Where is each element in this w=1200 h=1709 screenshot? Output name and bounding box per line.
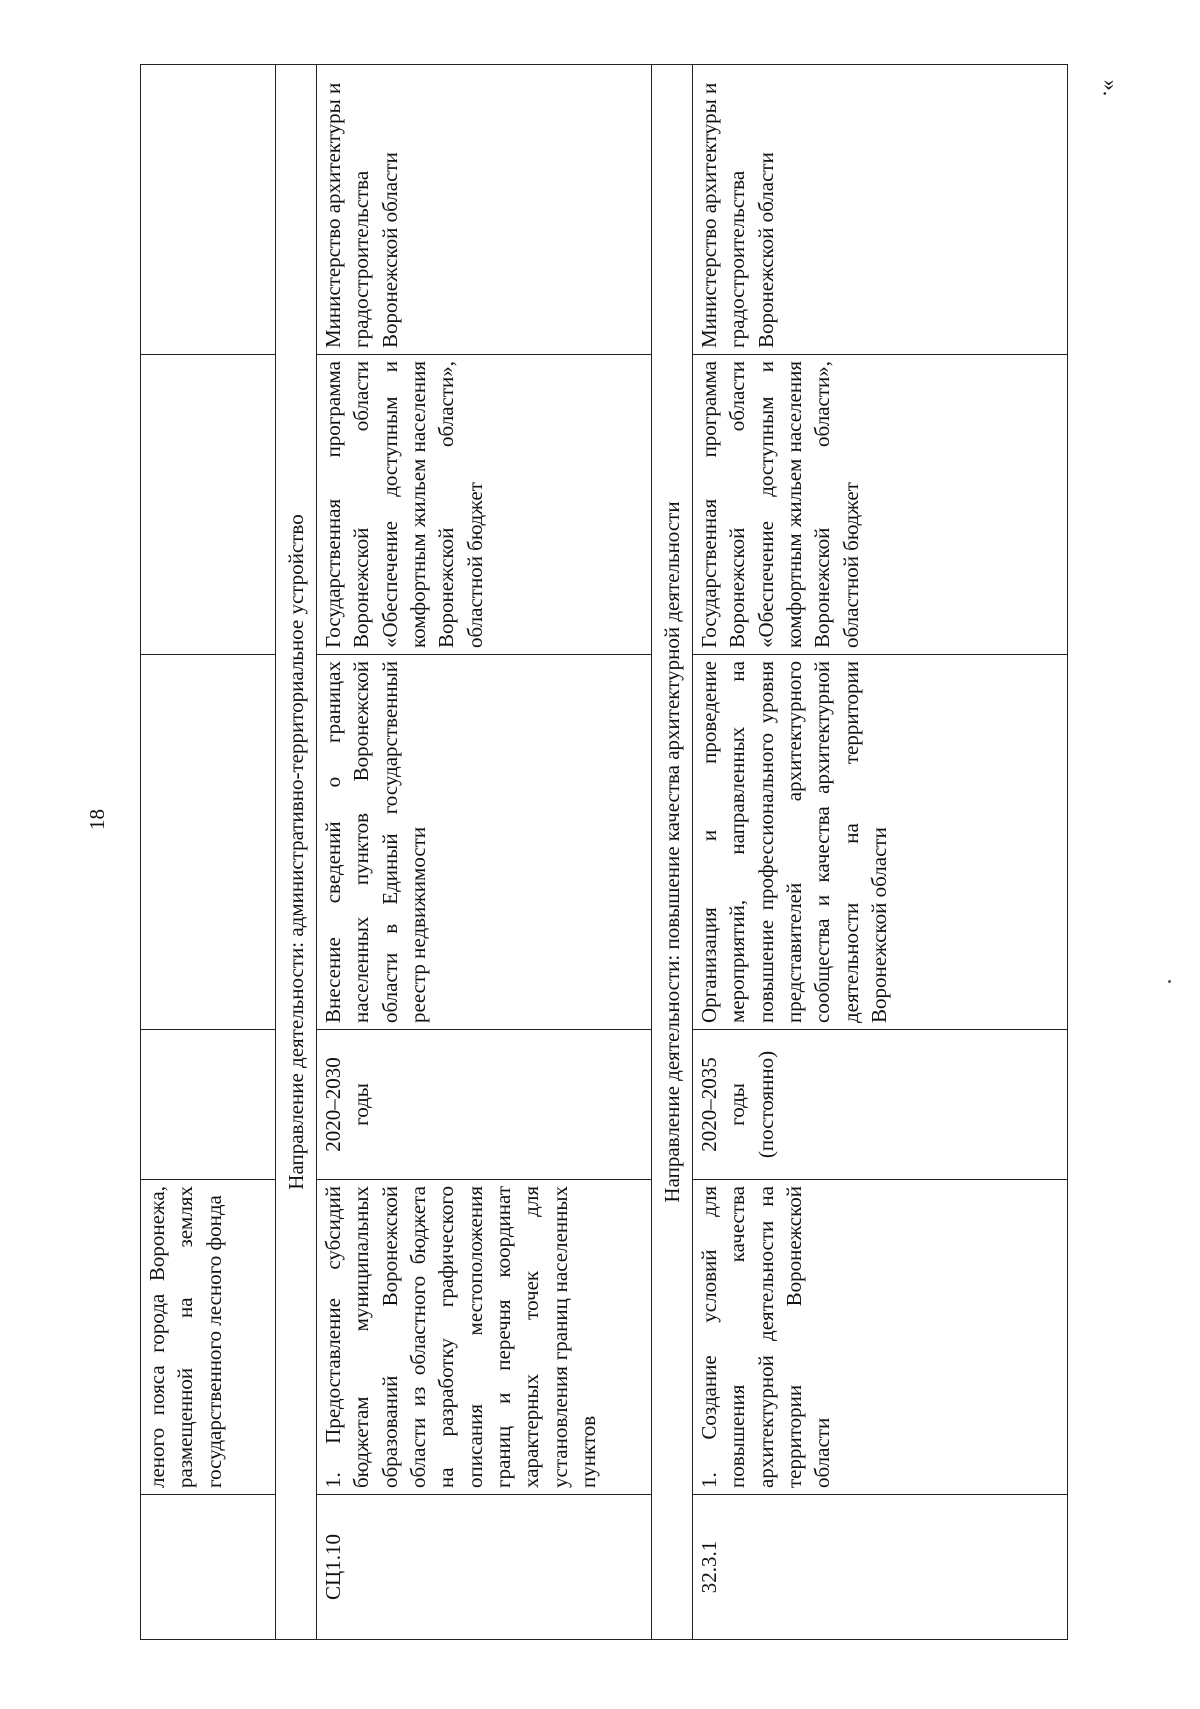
cell-goal: леного пояса города Воронежа, размещенной на землях государственного лесного фонда <box>141 1180 276 1495</box>
cell-measure <box>141 655 276 1030</box>
measures-table <box>140 64 1068 1640</box>
cell-goal: 1. Предоставление субсидий бюджетам муниципальных образований Воронежской области из областного бюджета на разработку графического описания местоположения границ и перечня координат характерных точек для установления границ населенных пунктов <box>317 1180 652 1495</box>
rotated-table-container <box>140 65 1100 1640</box>
scan-speck <box>1168 980 1171 983</box>
table-row <box>693 65 1068 1640</box>
page-number: 18 <box>85 809 109 830</box>
cell-goal: 1. Создание условий для повышения качества архитектурной деятельности на территории Воронежской области <box>693 1180 1068 1495</box>
cell-source: Государственная программа Воронежской области «Обеспечение доступным и комфортным жильем населения Воронежской области», областной бюджет <box>693 355 1068 655</box>
cell-code <box>141 1495 276 1640</box>
table-row <box>317 65 652 1640</box>
cell-measure: Организация и проведение мероприятий, направленных на повышение профессионального уровня представителей архитектурного сообщества и качества архитектурной деятельности на территории Воронежской области <box>693 655 1068 1030</box>
cell-period: 2020–2035 годы (постоянно) <box>693 1030 1068 1180</box>
cell-executor <box>141 65 276 355</box>
cell-executor: Министерство архитектуры и градостроительства Воронежской области <box>693 65 1068 355</box>
section-heading: Направление деятельности: повышение качества архитектурной деятельности <box>652 65 693 1640</box>
cell-period <box>141 1030 276 1180</box>
cell-measure: Внесение сведений о границах населенных пунктов Воронежской области в Единый государственный реестр недвижимости <box>317 655 652 1030</box>
cell-source: Государственная программа Воронежской области «Обеспечение доступным и комфортным жильем населения Воронежской области», областной бюджет <box>317 355 652 655</box>
section-row-architecture <box>652 65 693 1640</box>
closing-quote-mark: ». <box>1098 79 1124 97</box>
section-row-admin <box>276 65 317 1640</box>
section-heading: Направление деятельности: административно-территориальное устройство <box>276 65 317 1640</box>
cell-period: 2020–2030 годы <box>317 1030 652 1180</box>
cell-source <box>141 355 276 655</box>
cell-code: СЦ1.10 <box>317 1495 652 1640</box>
cell-code: 32.3.1 <box>693 1495 1068 1640</box>
table-row-continuation <box>141 65 276 1640</box>
cell-executor: Министерство архитектуры и градостроительства Воронежской области <box>317 65 652 355</box>
